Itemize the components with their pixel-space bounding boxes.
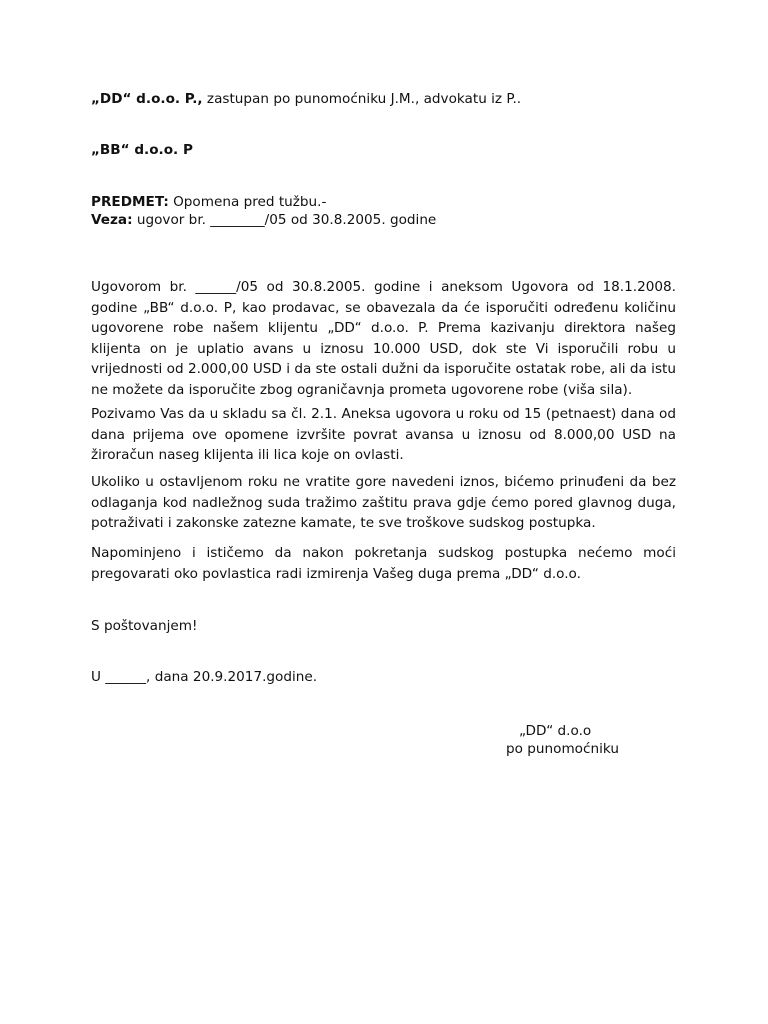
closing-greeting: S poštovanjem! bbox=[91, 618, 198, 634]
subject-label: PREDMET: bbox=[91, 194, 169, 210]
place-date: U ______, dana 20.9.2017.godine. bbox=[91, 669, 318, 685]
sender-name: „DD“ d.o.o. P., bbox=[91, 91, 203, 107]
signature-role: po punomoćniku bbox=[506, 741, 619, 757]
sender-line bbox=[91, 89, 521, 109]
body-paragraph-4: Napominjeno i ističemo da nakon pokretanja sudskog postupka nećemo moći pregovarati oko povlastica radi izmirenja Vašeg duga prema „DD“ d.o.o. bbox=[91, 545, 676, 582]
body-paragraph-1: Ugovorom br. ______/05 od 30.8.2005. godine i aneksom Ugovora od 18.1.2008. godine „BB“ d.o.o. P, kao prodavac, se obavezala da će isporučiti određenu količinu ugovorene robe našem klijentu „DD“ d.o.o. P. Prema kazivanju direktora našeg klijenta on je uplatio avans u iznosu 10.000 USD, dok ste Vi isporučili robu u vrijednosti od 2.000,00 USD i da ste ostali dužni da isporučite ostatak robe, ali da istu ne možete da isporučite zbog ograničavnja prometa ugovorene robe (viša sila). bbox=[91, 279, 676, 398]
body-paragraph-2: Pozivamo Vas da u skladu sa čl. 2.1. Aneksa ugovora u roku od 15 (petnaest) dana od dana prijema ove opomene izvršite povrat avansa u iznosu od 8.000,00 USD na žiroračun naseg klijenta ili lica koje on ovlasti. bbox=[91, 406, 676, 463]
subject-line bbox=[91, 192, 326, 212]
reference-label: Veza: bbox=[91, 212, 133, 228]
recipient-line: „BB“ d.o.o. P bbox=[91, 142, 193, 158]
reference-text: ugovor br. ________/05 od 30.8.2005. godine bbox=[132, 212, 437, 228]
reference-line bbox=[91, 210, 436, 230]
subject-text: Opomena pred tužbu.- bbox=[168, 194, 327, 210]
signature-company: „DD“ d.o.o bbox=[519, 723, 592, 739]
body-paragraph-3: Ukoliko u ostavljenom roku ne vratite gore navedeni iznos, bićemo prinuđeni da bez odlaganja kod nadležnog suda tražimo zaštitu prava gdje ćemo pored glavnog duga, potraživati i zakonske zatezne kamate, te sve troškove sudskog postupka. bbox=[91, 474, 676, 531]
sender-representation: zastupan po punomoćniku J.M., advokatu iz P.. bbox=[202, 91, 522, 107]
